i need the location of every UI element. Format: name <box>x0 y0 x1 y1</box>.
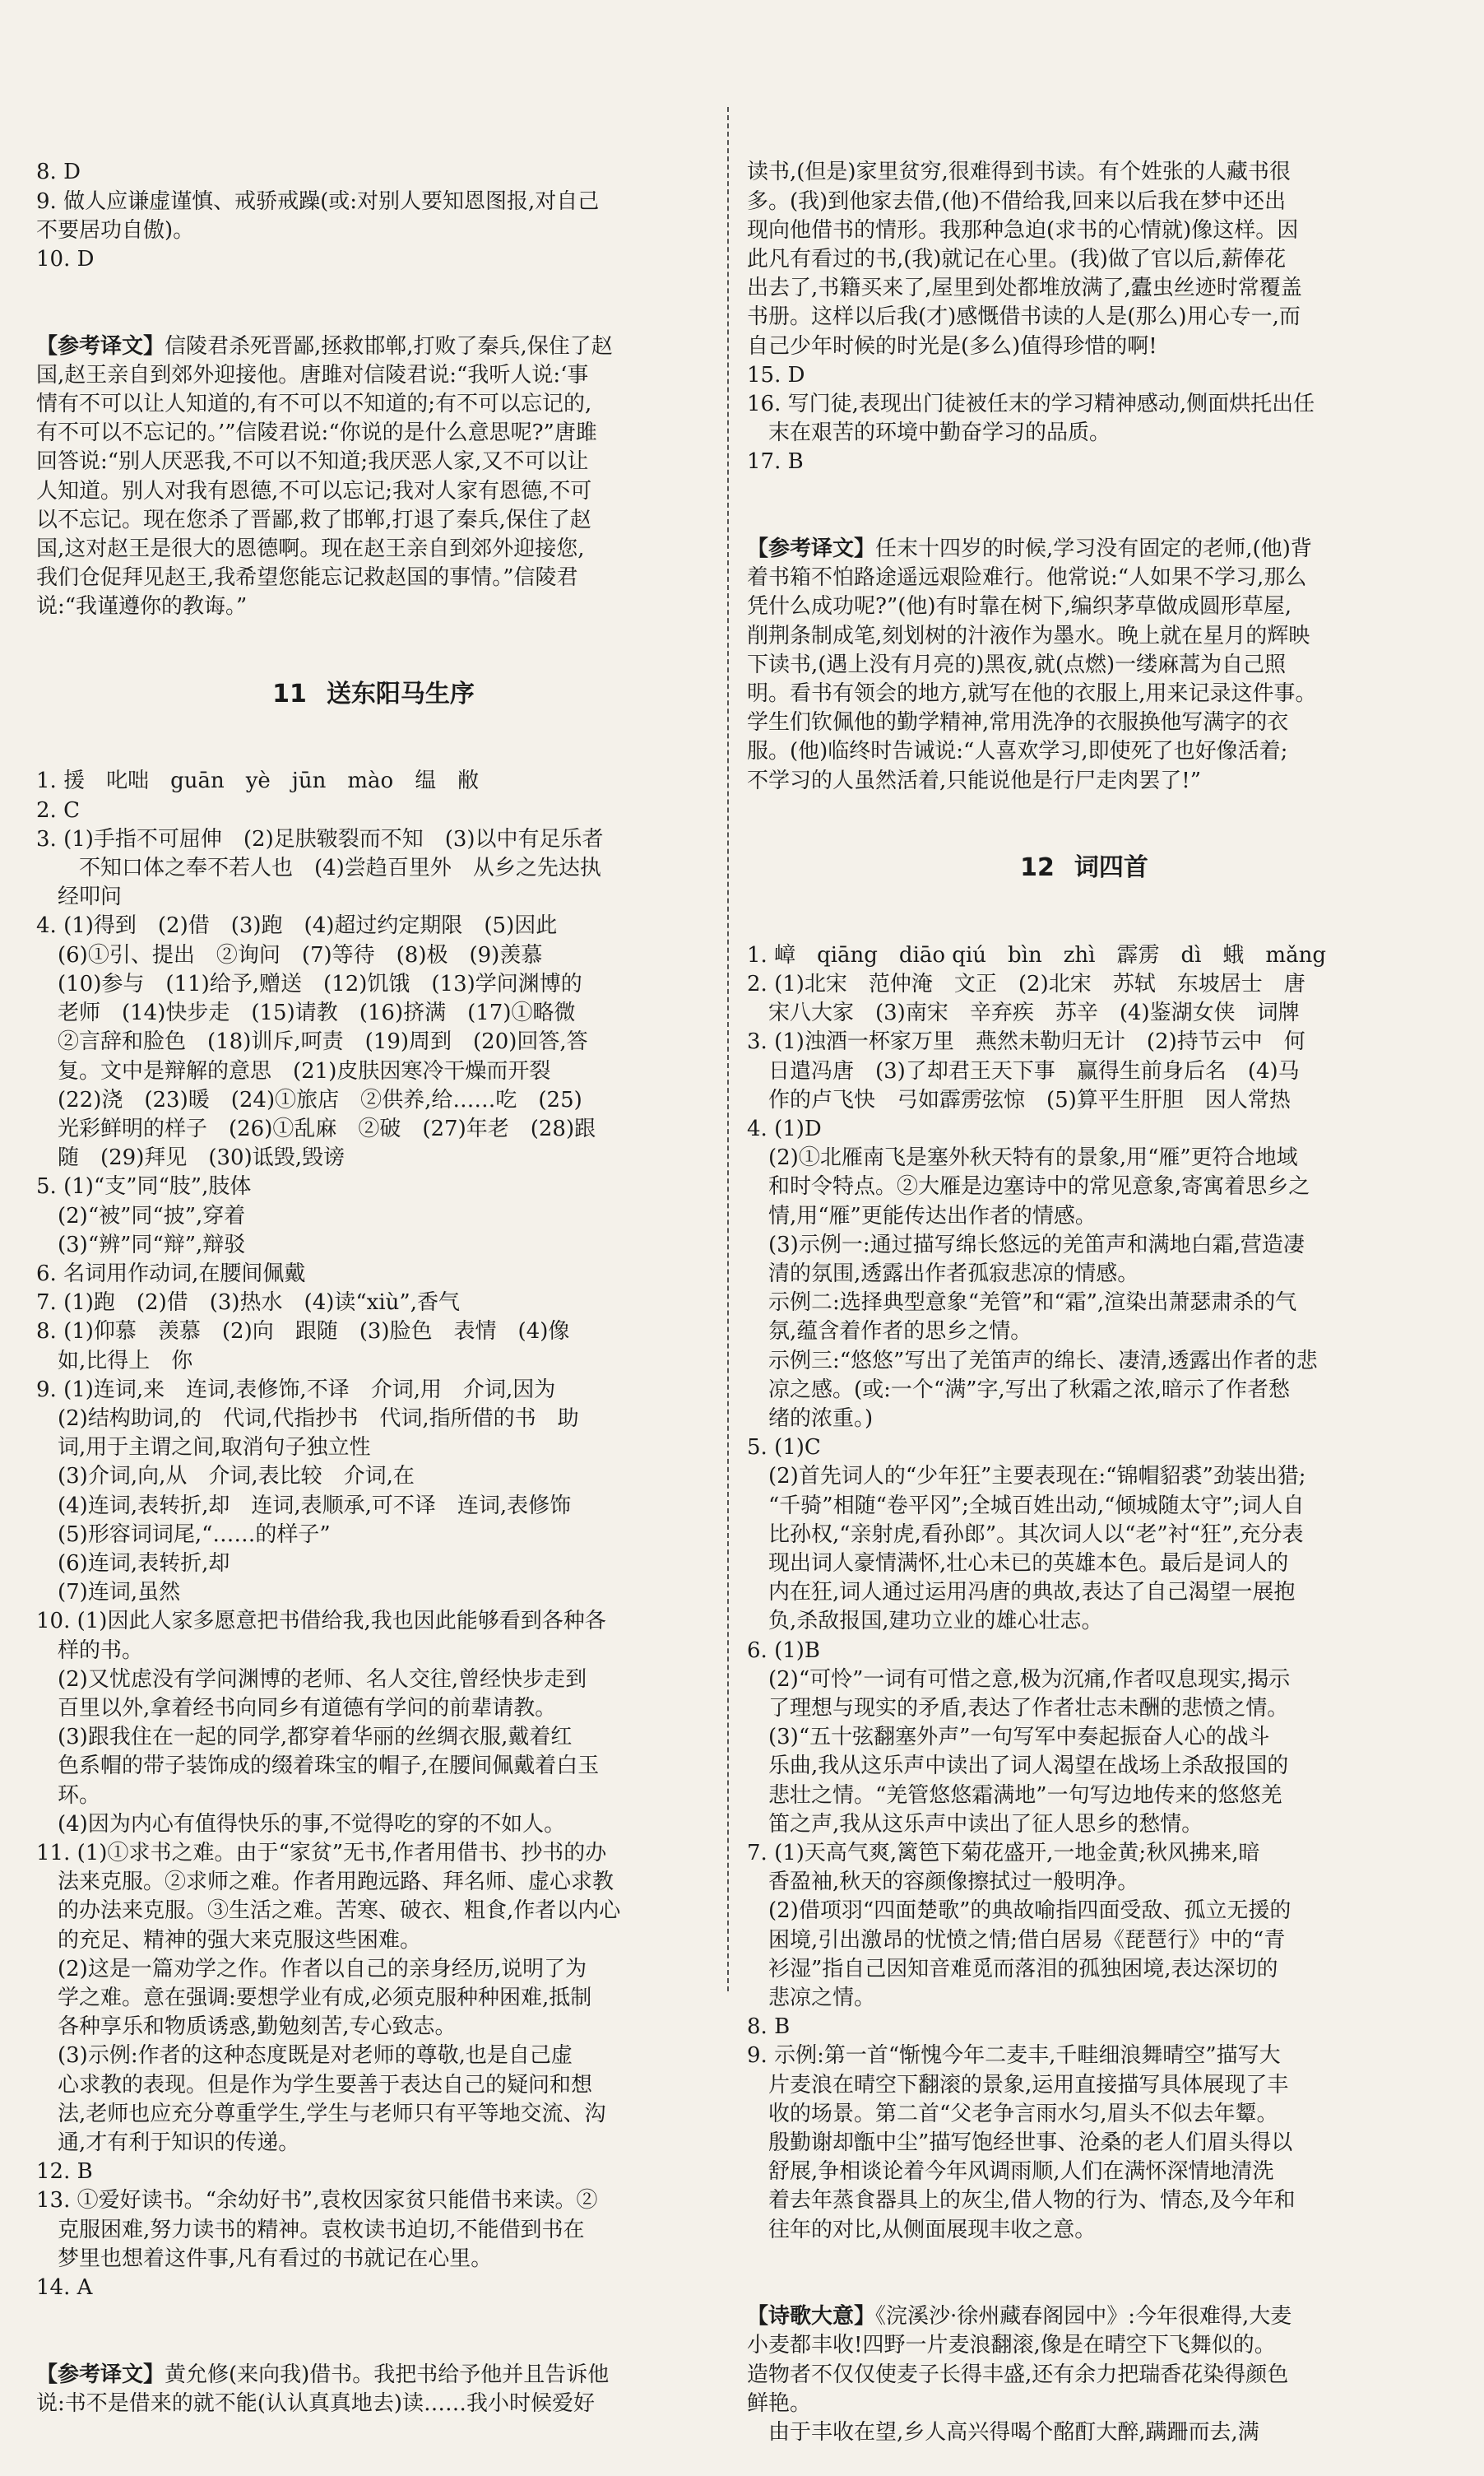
text-line: 国,这对赵王是很大的恩德啊。现在赵王亲自到郊外迎接您, <box>36 537 585 562</box>
text-line: 比孙权,“亲射虎,看孙郎”。其次词人以“老”衬“狂”,充分表 <box>747 1521 1304 1547</box>
text-line: 笛之声,我从这乐声中读出了征人思乡的愁情。 <box>747 1811 1203 1837</box>
text-line: 片麦浪在晴空下翻滚的景象,运用直接描写具体展现了丰 <box>747 2072 1289 2097</box>
text-line: 由于丰收在望,乡人高兴得喝个酩酊大醉,蹒跚而去,满 <box>747 2420 1259 2446</box>
text-line: ②言辞和脸色 (18)训斥,呵责 (19)周到 (20)回答,答 <box>36 1029 588 1055</box>
section-11-title: 送东阳马生序 <box>326 680 475 709</box>
text-line: 14. A <box>36 2275 93 2301</box>
text-line: 情,用“雁”更能传达出作者的情感。 <box>747 1203 1097 1229</box>
text-line: (3)跟我住在一起的同学,都穿着华丽的丝绸衣服,戴着红 <box>36 1725 573 1750</box>
text-line: 回答说:“别人厌恶我,不可以不知道;我厌恶人家,又不可以让 <box>36 449 589 475</box>
text-line: (3)“辨”同“辩”,辩驳 <box>36 1232 246 1257</box>
text-line: 环。 <box>36 1782 101 1808</box>
text-line: (3)“五十弦翻塞外声”一句写军中奏起振奋人心的战斗 <box>747 1725 1270 1750</box>
text-line: 出去了,书籍买来了,屋里到处都堆放满了,蠹虫丝迹时常覆盖 <box>747 276 1302 301</box>
text-line: 作的卢飞快 弓如霹雳弦惊 (5)算平生肝胆 因人常热 <box>747 1087 1291 1113</box>
text-line: 法,老师也应充分尊重学生,学生与老师只有平等地交流、沟 <box>36 2101 606 2126</box>
text-line: (3)示例:作者的这种态度既是对老师的尊敬,也是自己虚 <box>36 2043 573 2069</box>
text-line: 凉之感。(或:一个“满”字,写出了秋霜之浓,暗示了作者愁 <box>747 1377 1291 1402</box>
text-line: 学之难。意在强调:要想学业有成,必须克服种种困难,抵制 <box>36 1986 592 2010</box>
text-line: (3)示例一:通过描写绵长悠远的羌笛声和满地白霜,营造凄 <box>747 1232 1305 1257</box>
text-line: 示例三:“悠悠”写出了羌笛声的绵长、凄清,透露出作者的悲 <box>747 1348 1318 1373</box>
text-line: 困境,引出激昂的忧愤之情;借白居易《琵琶行》中的“青 <box>747 1927 1286 1953</box>
text-line: 【参考译文】黄允修(来向我)借书。我把书给予他并且告诉他 <box>36 2362 610 2387</box>
text-line: 15. D <box>747 362 805 388</box>
text-line: 不要居功自傲)。 <box>36 217 195 243</box>
text-line: 【参考译文】任末十四岁的时候,学习没有固定的老师,(他)背 <box>747 537 1312 562</box>
text-line: 香盈袖,秋天的容颜像擦拭过一般明净。 <box>747 1870 1139 1895</box>
text-line: 往年的对比,从侧面展现丰收之意。 <box>747 2217 1097 2242</box>
text-line: 随 (29)拜见 (30)诋毁,毁谤 <box>36 1145 345 1171</box>
text-line: 6. 名词用作动词,在腰间佩戴 <box>36 1261 306 1286</box>
text-line: 着书箱不怕路途遥远艰险难行。他常说:“人如果不学习,那么 <box>747 565 1307 591</box>
text-line: 光彩鲜明的样子 (26)①乱麻 ②破 (27)年老 (28)跟 <box>36 1116 596 1141</box>
text-line: (5)形容词词尾,“……的样子” <box>36 1521 331 1547</box>
text-line: 情有不可以让人知道的,有不可以不知道的;有不可以忘记的, <box>36 392 592 417</box>
left-column <box>36 100 711 2447</box>
text-line: 我们仓促拜见赵王,我希望您能忘记救赵国的事情。”信陵君 <box>36 565 578 591</box>
text-line: 4. (1)D <box>747 1116 822 1141</box>
text-line: 造物者不仅仅使麦子长得丰盛,还有余力把瑞香花染得颜色 <box>747 2362 1289 2387</box>
text-line: 此凡有看过的书,(我)就记在心里。(我)做了官以后,薪俸花 <box>747 247 1287 272</box>
text-line: 有不可以不忘记的。’”信陵君说:“你说的是什么意思呢?”唐雎 <box>36 420 597 446</box>
text-line: 百里以外,拿着经书向同乡有道德有学问的前辈请教。 <box>36 1695 557 1721</box>
text-line: 负,杀敌报国,建功立业的雄心壮志。 <box>747 1609 1103 1634</box>
text-line: (22)浇 (23)暖 (24)①旅店 ②供养,给……吃 (25) <box>36 1087 582 1113</box>
text-line: (3)介词,向,从 介词,表比较 介词,在 <box>36 1464 415 1489</box>
text-line: 氛,蕴含着作者的思乡之情。 <box>747 1319 1032 1345</box>
text-line: 老师 (14)快步走 (15)请教 (16)挤满 (17)①略微 <box>36 1001 576 1026</box>
text-line: 2. C <box>36 797 80 823</box>
text-line: 各种享乐和物质诱惑,勤勉刻苦,专心致志。 <box>36 2014 457 2040</box>
text-line: 悲凉之情。 <box>747 1986 876 2010</box>
answers-block-3 <box>747 941 1421 2245</box>
text-line: 说:“我谨遵你的教诲。” <box>36 594 248 620</box>
text-line: “千骑”相随“卷平冈”;全城百姓出动,“倾城随太守”;词人自 <box>747 1493 1305 1518</box>
text-line: 鲜艳。 <box>747 2390 812 2416</box>
text-line: 5. (1)“支”同“肢”,肢体 <box>36 1174 252 1200</box>
section-12-number: 12 <box>1020 853 1055 883</box>
text-line: (2)又忧虑没有学问渊博的老师、名人交往,曾经快步走到 <box>36 1666 587 1692</box>
text-line: 【参考译文】信陵君杀死晋鄙,拯救邯郸,打败了秦兵,保住了赵 <box>36 333 613 359</box>
text-line: 5. (1)C <box>747 1435 821 1461</box>
text-line: 和时令特点。②大雁是边塞诗中的常见意象,寄寓着思乡之 <box>747 1174 1310 1200</box>
text-line: 凭什么成功呢?”(他)有时靠在树下,编织茅草做成圆形草屋, <box>747 594 1292 620</box>
text-line: 学生们钦佩他的勤学精神,常用洗净的衣服换他写满字的衣 <box>747 710 1289 736</box>
text-line: 小麦都丰收!四野一片麦浪翻滚,像是在晴空下飞舞似的。 <box>747 2333 1276 2358</box>
text-line: 殷勤谢却甑中尘”描写饱经世事、沧桑的老人们眉头得以 <box>747 2130 1293 2156</box>
text-line: (2)借项羽“四面楚歌”的典故喻指四面受敌、孤立无援的 <box>747 1898 1292 1924</box>
text-line: (6)①引、提出 ②询问 (7)等待 (8)极 (9)羡慕 <box>36 942 543 968</box>
text-line: 【诗歌大意】《浣溪沙·徐州藏春阁园中》:今年很难得,大麦 <box>747 2304 1292 2330</box>
text-line: 样的书。 <box>36 1638 144 1663</box>
text-line: 词,用于主谓之间,取消句子独立性 <box>36 1435 371 1461</box>
answers-block-1 <box>36 158 711 274</box>
text-line: (6)连词,表转折,却 <box>36 1550 230 1576</box>
text-line: 服。(他)临终时告诫说:“人喜欢学习,即使死了也好像活着; <box>747 739 1288 764</box>
text-line: 4. (1)得到 (2)借 (3)跑 (4)超过约定期限 (5)因此 <box>36 913 558 939</box>
text-line: 13. ①爱好读书。“余幼好书”,袁枚因家贫只能借书来读。② <box>36 2188 598 2214</box>
text-line: 不知口体之奉不若人也 (4)尝趋百里外 从乡之先达执 <box>36 856 601 881</box>
translation-continued <box>747 158 1421 476</box>
text-line: (10)参与 (11)给予,赠送 (12)饥饿 (13)学问渊博的 <box>36 971 582 996</box>
text-line: 梦里也想着这件事,凡有看过的书就记在心里。 <box>36 2246 493 2271</box>
text-line: 心求教的表现。但是作为学生要善于表达自己的疑问和想 <box>36 2072 593 2097</box>
section-11-number: 11 <box>272 680 307 709</box>
text-line: 削荆条制成笔,刻划树的汁液作为墨水。晚上就在星月的辉映 <box>747 623 1310 648</box>
translation-block-1 <box>36 332 711 622</box>
text-line: 说:书不是借来的就不能(认认真真地去)读……我小时候爱好 <box>36 2390 596 2416</box>
text-line: 现向他借书的情形。我那种急迫(求书的心情就)像这样。因 <box>747 217 1299 243</box>
text-line: (2)结构助词,的 代词,代指抄书 代词,指所借的书 助 <box>36 1405 579 1431</box>
text-line: 16. 写门徒,表现出门徒被任末的学习精神感动,侧面烘托出任 <box>747 392 1315 417</box>
text-line: 衫湿”指自己因知音难觅而落泪的孤独困境,表达深切的 <box>747 1956 1278 1981</box>
text-line: 现出词人豪情满怀,壮心未已的英雄本色。最后是词人的 <box>747 1550 1289 1576</box>
text-line: 9. 做人应谦虚谨慎、戒骄戒躁(或:对别人要知恩图报,对自己 <box>36 188 600 214</box>
text-line: 悲壮之情。“羌管悠悠霜满地”一句写边地传来的悠悠羌 <box>747 1782 1282 1808</box>
text-line: 7. (1)天高气爽,篱笆下菊花盛开,一地金黄;秋风拂来,暗 <box>747 1840 1260 1865</box>
text-line: (2)“被”同“披”,穿着 <box>36 1203 246 1229</box>
text-line: 的办法来克服。③生活之难。苦寒、破衣、粗食,作者以内心 <box>36 1898 621 1924</box>
text-line: 收的场景。第二首“父老争言雨水匀,眉头不似去年颦。 <box>747 2101 1278 2126</box>
section-12-heading <box>747 853 1421 883</box>
text-line: (7)连词,虽然 <box>36 1580 181 1605</box>
text-line: 绪的浓重。) <box>747 1405 874 1431</box>
text-line: 人知道。别人对我有恩德,不可以忘记;我对人家有恩德,不可 <box>36 478 592 504</box>
text-line: 末在艰苦的环境中勤奋学习的品质。 <box>747 420 1111 446</box>
text-line: (2)①北雁南飞是塞外秋天特有的景象,用“雁”更符合地域 <box>747 1145 1298 1171</box>
text-line: 法来克服。②求师之难。作者用跑远路、拜名师、虚心求教 <box>36 1870 614 1895</box>
text-line: 11. (1)①求书之难。由于“家贫”无书,作者用借书、抄书的办 <box>36 1840 607 1865</box>
text-line: 以不忘记。现在您杀了晋鄙,救了邯郸,打退了秦兵,保住了赵 <box>36 507 591 532</box>
text-line: 8. (1)仰慕 羡慕 (2)向 跟随 (3)脸色 表情 (4)像 <box>36 1319 570 1345</box>
answers-block-2 <box>36 767 711 2302</box>
text-line: 清的氛围,透露出作者孤寂悲凉的情感。 <box>747 1261 1139 1286</box>
column-divider <box>727 107 729 1991</box>
text-line: 内在狂,词人通过运用冯唐的典故,表达了自己渴望一展抱 <box>747 1580 1296 1605</box>
text-line: 7. (1)跑 (2)借 (3)热水 (4)读“xiù”,香气 <box>36 1290 460 1316</box>
text-line: 乐曲,我从这乐声中读出了词人渴望在战场上杀敌报国的 <box>747 1754 1289 1779</box>
text-line: 1. 嶂 qiāng diāo qiú bìn zhì 霹雳 dì 蛾 mǎng <box>747 942 1326 968</box>
text-line: 舒展,争相谈论着今年风调雨顺,人们在满怀深情地清洗 <box>747 2159 1274 2185</box>
text-line: 8. D <box>36 160 81 185</box>
text-line: 3. (1)手指不可屈伸 (2)足肤皲裂而不知 (3)以中有足乐者 <box>36 826 604 852</box>
section-11-heading <box>36 680 711 709</box>
text-line: 克服困难,努力读书的精神。袁枚读书迫切,不能借到书在 <box>36 2217 585 2242</box>
text-line: 通,才有利于知识的传递。 <box>36 2130 300 2156</box>
text-line: 多。(我)到他家去借,(他)不借给我,回来以后我在梦中还出 <box>747 188 1287 214</box>
text-line: 10. (1)因此人家多愿意把书借给我,我也因此能够看到各种各 <box>36 1609 606 1634</box>
text-line: 书册。这样以后我(才)感慨借书读的人是(那么)用心专一,而 <box>747 304 1301 330</box>
text-line: 的充足、精神的强大来克服这些困难。 <box>36 1927 422 1953</box>
text-line: 读书,(但是)家里贫穷,很难得到书读。有个姓张的人藏书很 <box>747 160 1291 185</box>
text-line: 下读书,(遇上没有月亮的)黑夜,就(点燃)一缕麻蒿为自己照 <box>747 652 1287 677</box>
text-line: 不学习的人虽然活着,只能说他是行尸走肉罢了!” <box>747 768 1202 793</box>
text-line: (4)因为内心有值得快乐的事,不觉得吃的穿的不如人。 <box>36 1811 566 1837</box>
poem-meaning-block <box>747 2302 1421 2447</box>
text-line: 了理想与现实的矛盾,表达了作者壮志未酬的悲愤之情。 <box>747 1695 1289 1721</box>
text-line: 1. 援 叱咄 guān yè jūn mào 缊 敝 <box>36 769 480 794</box>
text-line: 9. 示例:第一首“惭愧今年二麦丰,千畦细浪舞晴空”描写大 <box>747 2043 1281 2069</box>
section-12-title: 词四首 <box>1074 853 1148 883</box>
text-line: 着去年蒸食器具上的灰尘,借人物的行为、情态,及今年和 <box>747 2188 1296 2214</box>
text-line: 12. B <box>36 2159 93 2185</box>
text-line: 2. (1)北宋 范仲淹 文正 (2)北宋 苏轼 东坡居士 唐 <box>747 971 1305 996</box>
text-line: 色系帽的带子装饰成的缀着珠宝的帽子,在腰间佩戴着白玉 <box>36 1754 600 1779</box>
text-line: 9. (1)连词,来 连词,表修饰,不译 介词,用 介词,因为 <box>36 1377 556 1402</box>
text-line: 3. (1)浊酒一杯家万里 燕然未勒归无计 (2)持节云中 何 <box>747 1029 1305 1055</box>
text-line: (2)首先词人的“少年狂”主要表现在:“锦帽貂裘”劲装出猎; <box>747 1464 1306 1489</box>
text-line: 国,赵王亲自到郊外迎接他。唐雎对信陵君说:“我听人说:‘事 <box>36 362 589 388</box>
text-line: 17. B <box>747 449 804 475</box>
text-line: (2)这是一篇劝学之作。作者以自己的亲身经历,说明了为 <box>36 1956 587 1981</box>
text-line: 明。看书有领会的地方,就写在他的衣服上,用来记录这件事。 <box>747 681 1317 707</box>
text-line: 自己少年时候的时光是(多么)值得珍惜的啊! <box>747 333 1157 359</box>
text-line: 经叩问 <box>36 885 123 910</box>
text-line: 8. B <box>747 2014 791 2040</box>
text-line: 6. (1)B <box>747 1638 821 1663</box>
text-line: 如,比得上 你 <box>36 1348 193 1373</box>
text-line: (4)连词,表转折,却 连词,表顺承,可不译 连词,表修饰 <box>36 1493 572 1518</box>
translation-block-2 <box>36 2361 711 2418</box>
text-line: 日遣冯唐 (3)了却君王天下事 赢得生前身后名 (4)马 <box>747 1058 1300 1084</box>
text-line: 宋八大家 (3)南宋 辛弃疾 苏辛 (4)鉴湖女侠 词牌 <box>747 1001 1300 1026</box>
text-line: (2)“可怜”一词有可惜之意,极为沉痛,作者叹息现实,揭示 <box>747 1666 1291 1692</box>
text-line: 复。文中是辩解的意思 (21)皮肤因寒冷干燥而开裂 <box>36 1058 551 1084</box>
text-line: 10. D <box>36 247 95 272</box>
text-line: 示例二:选择典型意象“羌管”和“霜”,渲染出萧瑟肃杀的气 <box>747 1290 1297 1316</box>
right-column <box>747 100 1421 2476</box>
translation-block-3 <box>747 535 1421 796</box>
